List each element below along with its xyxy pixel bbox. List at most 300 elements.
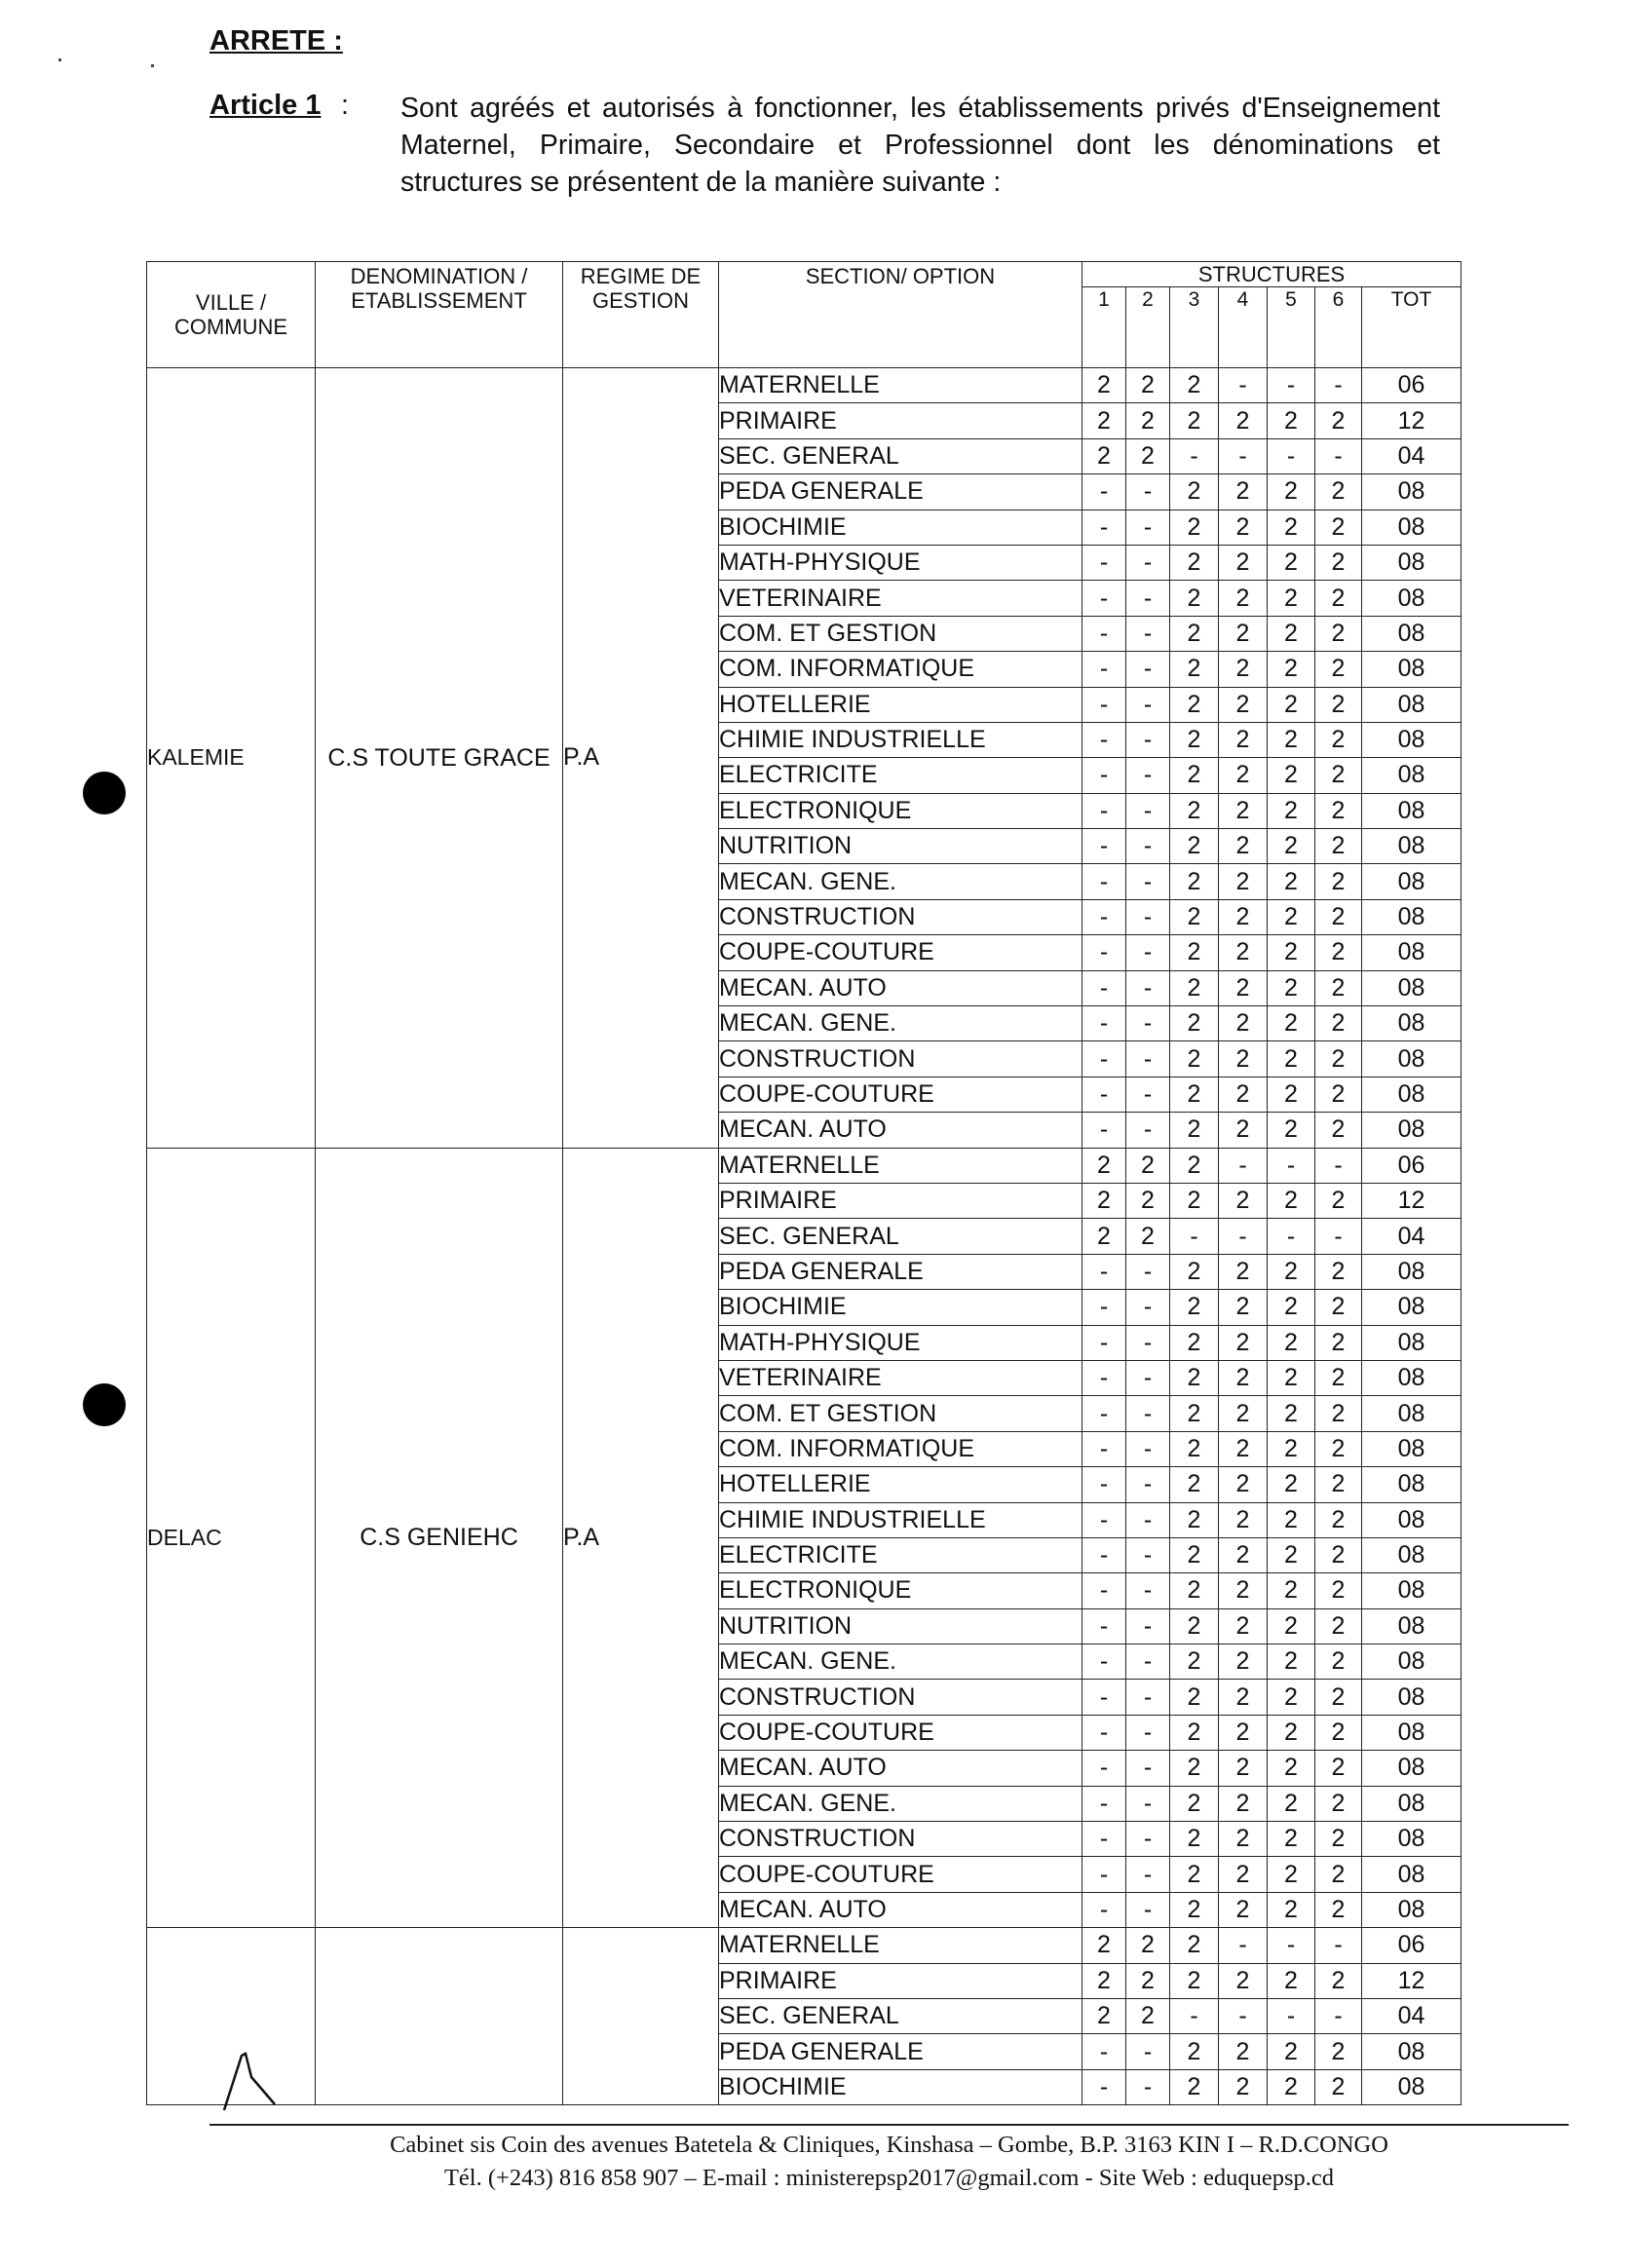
section-option-cell: PEDA GENERALE xyxy=(719,2034,1082,2069)
structure-value-cell: 2 xyxy=(1170,616,1219,651)
structure-value-cell: 2 xyxy=(1315,1290,1362,1325)
structure-value-cell: 2 xyxy=(1170,1254,1219,1289)
structure-value-cell: 2 xyxy=(1315,1715,1362,1750)
total-cell: 08 xyxy=(1362,2034,1461,2069)
arrete-heading: ARRETE : xyxy=(209,25,343,57)
structure-value-cell: 2 xyxy=(1126,368,1170,403)
structure-value-cell: 2 xyxy=(1219,1680,1268,1715)
structure-value-cell: 2 xyxy=(1268,829,1315,864)
total-cell: 08 xyxy=(1362,758,1461,793)
section-option-cell: HOTELLERIE xyxy=(719,687,1082,722)
section-option-cell: MATERNELLE xyxy=(719,1148,1082,1183)
article-label: Article 1 xyxy=(209,90,322,121)
structure-value-cell: 2 xyxy=(1315,1360,1362,1395)
section-option-cell: CONSTRUCTION xyxy=(719,899,1082,934)
total-cell: 08 xyxy=(1362,545,1461,580)
structure-value-cell: - xyxy=(1219,1148,1268,1183)
structure-value-cell: 2 xyxy=(1315,864,1362,899)
structure-value-cell: 2 xyxy=(1170,1786,1219,1821)
structure-value-cell: 2 xyxy=(1219,1537,1268,1572)
structure-value-cell: 2 xyxy=(1315,1183,1362,1218)
structure-value-cell: - xyxy=(1082,1396,1126,1431)
total-cell: 08 xyxy=(1362,1751,1461,1786)
structure-value-cell: 2 xyxy=(1268,1502,1315,1537)
total-cell: 08 xyxy=(1362,1715,1461,1750)
structure-value-cell: - xyxy=(1126,545,1170,580)
total-cell: 08 xyxy=(1362,1822,1461,1857)
total-cell: 04 xyxy=(1362,1219,1461,1254)
structure-value-cell: - xyxy=(1126,758,1170,793)
structure-value-cell: 2 xyxy=(1082,1998,1126,2033)
structure-value-cell: - xyxy=(1126,1573,1170,1608)
section-option-cell: COUPE-COUTURE xyxy=(719,1715,1082,1750)
structure-value-cell: - xyxy=(1126,1608,1170,1644)
structure-value-cell: 2 xyxy=(1315,899,1362,934)
structure-value-cell: 2 xyxy=(1219,1077,1268,1112)
section-option-cell: COM. ET GESTION xyxy=(719,1396,1082,1431)
structure-value-cell: - xyxy=(1170,1998,1219,2033)
structure-value-cell: 2 xyxy=(1219,793,1268,828)
structure-value-cell: 2 xyxy=(1315,1786,1362,1821)
section-option-cell: COM. ET GESTION xyxy=(719,616,1082,651)
section-option-cell: BIOCHIMIE xyxy=(719,1290,1082,1325)
article-colon: : xyxy=(341,90,350,121)
structure-value-cell: - xyxy=(1082,1360,1126,1395)
structure-value-cell: 2 xyxy=(1170,722,1219,757)
structure-value-cell: 2 xyxy=(1315,935,1362,970)
structure-value-cell: - xyxy=(1082,722,1126,757)
struct-col-1: 1 xyxy=(1082,287,1126,368)
structure-value-cell: - xyxy=(1126,1751,1170,1786)
table-row xyxy=(147,1148,1461,1183)
section-option-cell: CONSTRUCTION xyxy=(719,1822,1082,1857)
structure-value-cell: 2 xyxy=(1170,1680,1219,1715)
structure-value-cell: 2 xyxy=(1268,2069,1315,2104)
structure-value-cell: 2 xyxy=(1268,2034,1315,2069)
section-option-cell: SEC. GENERAL xyxy=(719,1998,1082,2033)
structure-value-cell: 2 xyxy=(1268,970,1315,1005)
structure-value-cell: - xyxy=(1082,758,1126,793)
total-cell: 04 xyxy=(1362,438,1461,473)
structure-value-cell: 2 xyxy=(1315,1396,1362,1431)
structure-value-cell: - xyxy=(1268,1998,1315,2033)
structures-table xyxy=(146,261,1461,2105)
structure-value-cell: - xyxy=(1082,1006,1126,1041)
structure-value-cell: - xyxy=(1082,793,1126,828)
structure-value-cell: 2 xyxy=(1126,1998,1170,2033)
section-option-cell: ELECTRONIQUE xyxy=(719,793,1082,828)
structure-value-cell: - xyxy=(1126,1786,1170,1821)
structure-value-cell: 2 xyxy=(1170,1360,1219,1395)
structure-value-cell: - xyxy=(1219,438,1268,473)
section-option-cell: PRIMAIRE xyxy=(719,403,1082,438)
total-cell: 08 xyxy=(1362,1680,1461,1715)
structure-value-cell: 2 xyxy=(1219,510,1268,545)
structure-value-cell: 2 xyxy=(1219,1751,1268,1786)
section-option-cell: HOTELLERIE xyxy=(719,1467,1082,1502)
structure-value-cell: 2 xyxy=(1315,1467,1362,1502)
structure-value-cell: 2 xyxy=(1268,510,1315,545)
structure-value-cell: 2 xyxy=(1170,1715,1219,1750)
structure-value-cell: - xyxy=(1082,1644,1126,1680)
structure-value-cell: 2 xyxy=(1268,474,1315,510)
structure-value-cell: - xyxy=(1126,1644,1170,1680)
total-cell: 06 xyxy=(1362,368,1461,403)
structure-value-cell: - xyxy=(1126,1502,1170,1537)
structure-value-cell: 2 xyxy=(1268,1006,1315,1041)
structure-value-cell: - xyxy=(1082,1680,1126,1715)
structure-value-cell: - xyxy=(1082,1786,1126,1821)
section-option-cell: PEDA GENERALE xyxy=(719,1254,1082,1289)
structure-value-cell: 2 xyxy=(1268,864,1315,899)
structure-value-cell: 2 xyxy=(1219,970,1268,1005)
structure-value-cell: 2 xyxy=(1219,1644,1268,1680)
punch-hole-bottom xyxy=(83,1383,126,1426)
structure-value-cell: 2 xyxy=(1219,935,1268,970)
structure-value-cell: 2 xyxy=(1315,2034,1362,2069)
denomination-cell: C.S GENIEHC xyxy=(316,1148,563,1928)
structure-value-cell: - xyxy=(1315,438,1362,473)
section-option-cell: BIOCHIMIE xyxy=(719,2069,1082,2104)
structure-value-cell: 2 xyxy=(1219,1502,1268,1537)
structure-value-cell: 2 xyxy=(1126,403,1170,438)
structure-value-cell: 2 xyxy=(1170,864,1219,899)
structure-value-cell: 2 xyxy=(1219,829,1268,864)
structure-value-cell: 2 xyxy=(1219,722,1268,757)
structure-value-cell: 2 xyxy=(1170,652,1219,687)
total-cell: 12 xyxy=(1362,1183,1461,1218)
structure-value-cell: - xyxy=(1082,1822,1126,1857)
structure-value-cell: 2 xyxy=(1315,1644,1362,1680)
structure-value-cell: 2 xyxy=(1126,1963,1170,1998)
structure-value-cell: 2 xyxy=(1219,1360,1268,1395)
section-option-cell: PRIMAIRE xyxy=(719,1963,1082,1998)
section-option-cell: ELECTRONIQUE xyxy=(719,1573,1082,1608)
structure-value-cell: 2 xyxy=(1268,1715,1315,1750)
scan-speck xyxy=(151,64,154,67)
section-option-cell: MECAN. GENE. xyxy=(719,1644,1082,1680)
structure-value-cell: 2 xyxy=(1219,1431,1268,1466)
struct-col-5: 5 xyxy=(1268,287,1315,368)
structure-value-cell: 2 xyxy=(1268,1467,1315,1502)
structure-value-cell: 2 xyxy=(1170,1892,1219,1927)
section-option-cell: COUPE-COUTURE xyxy=(719,935,1082,970)
total-cell: 08 xyxy=(1362,864,1461,899)
total-cell: 08 xyxy=(1362,652,1461,687)
structure-value-cell: - xyxy=(1268,1219,1315,1254)
structure-value-cell: - xyxy=(1315,1219,1362,1254)
structure-value-cell: 2 xyxy=(1170,1573,1219,1608)
section-option-cell: COUPE-COUTURE xyxy=(719,1077,1082,1112)
structure-value-cell: 2 xyxy=(1268,1113,1315,1148)
structure-value-cell: - xyxy=(1126,581,1170,616)
ville-cell: DELAC xyxy=(147,1148,316,1928)
structure-value-cell: 2 xyxy=(1170,970,1219,1005)
structure-value-cell: 2 xyxy=(1219,1290,1268,1325)
footer-rule xyxy=(209,2124,1569,2126)
structure-value-cell: - xyxy=(1126,793,1170,828)
section-option-cell: CONSTRUCTION xyxy=(719,1680,1082,1715)
section-option-cell: MECAN. AUTO xyxy=(719,970,1082,1005)
structure-value-cell: 2 xyxy=(1170,403,1219,438)
structure-value-cell: - xyxy=(1082,1573,1126,1608)
section-option-cell: CHIMIE INDUSTRIELLE xyxy=(719,1502,1082,1537)
total-cell: 08 xyxy=(1362,510,1461,545)
structure-value-cell: 2 xyxy=(1170,793,1219,828)
header-section: SECTION/ OPTION xyxy=(719,262,1082,368)
structure-value-cell: 2 xyxy=(1170,1113,1219,1148)
structure-value-cell: 2 xyxy=(1170,581,1219,616)
section-option-cell: SEC. GENERAL xyxy=(719,438,1082,473)
structure-value-cell: 2 xyxy=(1170,510,1219,545)
structure-value-cell: 2 xyxy=(1315,616,1362,651)
structure-value-cell: 2 xyxy=(1315,1892,1362,1927)
total-cell: 08 xyxy=(1362,1254,1461,1289)
structure-value-cell: 2 xyxy=(1170,1431,1219,1466)
section-option-cell: SEC. GENERAL xyxy=(719,1219,1082,1254)
signature-mark xyxy=(216,2048,285,2116)
structure-value-cell: - xyxy=(1126,1822,1170,1857)
structure-value-cell: - xyxy=(1126,864,1170,899)
structure-value-cell: 2 xyxy=(1170,1608,1219,1644)
structure-value-cell: 2 xyxy=(1268,1290,1315,1325)
regime-cell: P.A xyxy=(563,368,719,1149)
structure-value-cell: 2 xyxy=(1268,722,1315,757)
structure-value-cell: 2 xyxy=(1268,1537,1315,1572)
header-regime: REGIME DE GESTION xyxy=(563,262,719,368)
section-option-cell: PEDA GENERALE xyxy=(719,474,1082,510)
structure-value-cell: - xyxy=(1315,1148,1362,1183)
structure-value-cell: 2 xyxy=(1268,1786,1315,1821)
structure-value-cell: - xyxy=(1126,1006,1170,1041)
footer-address: Cabinet sis Coin des avenues Batetela & Cliniques, Kinshasa – Gombe, B.P. 3163 KIN I – R.D.CONGO xyxy=(390,2132,1388,2158)
structure-value-cell: 2 xyxy=(1170,1857,1219,1892)
structure-value-cell: 2 xyxy=(1219,1822,1268,1857)
structure-value-cell: 2 xyxy=(1170,758,1219,793)
structure-value-cell: - xyxy=(1315,1998,1362,2033)
section-option-cell: PRIMAIRE xyxy=(719,1183,1082,1218)
structure-value-cell: - xyxy=(1170,1219,1219,1254)
structure-value-cell: 2 xyxy=(1219,1396,1268,1431)
struct-col-6: 6 xyxy=(1315,287,1362,368)
total-cell: 08 xyxy=(1362,1857,1461,1892)
structure-value-cell: 2 xyxy=(1170,687,1219,722)
structure-value-cell: 2 xyxy=(1315,1077,1362,1112)
structure-value-cell: 2 xyxy=(1315,1502,1362,1537)
structure-value-cell: - xyxy=(1082,1254,1126,1289)
structure-value-cell: - xyxy=(1082,1113,1126,1148)
structure-value-cell: 2 xyxy=(1082,438,1126,473)
structure-value-cell: 2 xyxy=(1268,687,1315,722)
structure-value-cell: 2 xyxy=(1219,2034,1268,2069)
structure-value-cell: 2 xyxy=(1219,581,1268,616)
structure-value-cell: 2 xyxy=(1170,2034,1219,2069)
total-cell: 08 xyxy=(1362,1608,1461,1644)
structure-value-cell: - xyxy=(1126,1857,1170,1892)
structure-value-cell: - xyxy=(1126,970,1170,1005)
structure-value-cell: 2 xyxy=(1170,829,1219,864)
structure-value-cell: 2 xyxy=(1268,1963,1315,1998)
structure-value-cell: - xyxy=(1082,2034,1126,2069)
structure-value-cell: 2 xyxy=(1315,1751,1362,1786)
structure-value-cell: 2 xyxy=(1268,1041,1315,1077)
structure-value-cell: 2 xyxy=(1315,581,1362,616)
total-cell: 08 xyxy=(1362,581,1461,616)
structure-value-cell: 2 xyxy=(1315,1822,1362,1857)
structure-value-cell: - xyxy=(1082,1290,1126,1325)
structure-value-cell: - xyxy=(1219,1928,1268,1963)
structure-value-cell: 2 xyxy=(1082,1928,1126,1963)
structure-value-cell: 2 xyxy=(1268,1608,1315,1644)
structure-value-cell: - xyxy=(1126,1077,1170,1112)
structure-value-cell: - xyxy=(1126,1467,1170,1502)
structure-value-cell: 2 xyxy=(1219,1325,1268,1360)
header-structures: STRUCTURES xyxy=(1082,262,1461,287)
structure-value-cell: 2 xyxy=(1315,474,1362,510)
structure-value-cell: 2 xyxy=(1219,1857,1268,1892)
structure-value-cell: 2 xyxy=(1126,1148,1170,1183)
structure-value-cell: - xyxy=(1126,652,1170,687)
section-option-cell: MECAN. GENE. xyxy=(719,1006,1082,1041)
total-cell: 08 xyxy=(1362,1360,1461,1395)
structure-value-cell: 2 xyxy=(1170,1644,1219,1680)
table-row xyxy=(147,1928,1461,1963)
structure-value-cell: 2 xyxy=(1268,403,1315,438)
section-option-cell: CONSTRUCTION xyxy=(719,1041,1082,1077)
structure-value-cell: 2 xyxy=(1170,1290,1219,1325)
structure-value-cell: 2 xyxy=(1268,1644,1315,1680)
structure-value-cell: - xyxy=(1082,474,1126,510)
structure-value-cell: - xyxy=(1082,687,1126,722)
structure-value-cell: 2 xyxy=(1315,510,1362,545)
structure-value-cell: - xyxy=(1126,1360,1170,1395)
structure-value-cell: 2 xyxy=(1315,545,1362,580)
structure-value-cell: 2 xyxy=(1315,1254,1362,1289)
structure-value-cell: 2 xyxy=(1315,722,1362,757)
structure-value-cell: 2 xyxy=(1170,1148,1219,1183)
structure-value-cell: - xyxy=(1126,1254,1170,1289)
structure-value-cell: - xyxy=(1082,1041,1126,1077)
structure-value-cell: 2 xyxy=(1315,829,1362,864)
structure-value-cell: - xyxy=(1126,829,1170,864)
structure-value-cell: - xyxy=(1126,899,1170,934)
structure-value-cell: - xyxy=(1126,1396,1170,1431)
structure-value-cell: - xyxy=(1082,545,1126,580)
structure-value-cell: - xyxy=(1126,616,1170,651)
structure-value-cell: 2 xyxy=(1170,474,1219,510)
scan-speck xyxy=(58,58,61,61)
structure-value-cell: - xyxy=(1126,722,1170,757)
structure-value-cell: 2 xyxy=(1219,616,1268,651)
structure-value-cell: 2 xyxy=(1315,1325,1362,1360)
structure-value-cell: 2 xyxy=(1268,1857,1315,1892)
structure-value-cell: 2 xyxy=(1268,1254,1315,1289)
ville-cell: KALEMIE xyxy=(147,368,316,1149)
structure-value-cell: - xyxy=(1126,474,1170,510)
structure-value-cell: 2 xyxy=(1219,1573,1268,1608)
structure-value-cell: 2 xyxy=(1315,1006,1362,1041)
structure-value-cell: 2 xyxy=(1126,1928,1170,1963)
structure-value-cell: - xyxy=(1082,1325,1126,1360)
structure-value-cell: 2 xyxy=(1082,1183,1126,1218)
section-option-cell: COM. INFORMATIQUE xyxy=(719,1431,1082,1466)
structure-value-cell: - xyxy=(1126,1431,1170,1466)
structure-value-cell: 2 xyxy=(1082,1963,1126,1998)
structure-value-cell: 2 xyxy=(1170,545,1219,580)
total-cell: 08 xyxy=(1362,829,1461,864)
structure-value-cell: 2 xyxy=(1268,1360,1315,1395)
total-cell: 12 xyxy=(1362,1963,1461,1998)
structure-value-cell: 2 xyxy=(1219,2069,1268,2104)
total-cell: 08 xyxy=(1362,616,1461,651)
structure-value-cell: 2 xyxy=(1219,652,1268,687)
section-option-cell: MECAN. AUTO xyxy=(719,1113,1082,1148)
structure-value-cell: 2 xyxy=(1082,1148,1126,1183)
structure-value-cell: - xyxy=(1126,1290,1170,1325)
structure-value-cell: 2 xyxy=(1268,1325,1315,1360)
structure-value-cell: - xyxy=(1082,1537,1126,1572)
total-cell: 08 xyxy=(1362,1006,1461,1041)
structure-value-cell: 2 xyxy=(1219,1183,1268,1218)
structure-value-cell: - xyxy=(1082,899,1126,934)
structure-value-cell: 2 xyxy=(1170,1396,1219,1431)
structure-value-cell: 2 xyxy=(1170,1325,1219,1360)
structure-value-cell: 2 xyxy=(1219,403,1268,438)
structure-value-cell: 2 xyxy=(1315,652,1362,687)
header-denomination: DENOMINATION / ETABLISSEMENT xyxy=(316,262,563,368)
denomination-cell: C.S TOUTE GRACE xyxy=(316,368,563,1149)
structure-value-cell: 2 xyxy=(1170,1183,1219,1218)
structure-value-cell: 2 xyxy=(1170,1928,1219,1963)
total-cell: 08 xyxy=(1362,722,1461,757)
structure-value-cell: 2 xyxy=(1170,368,1219,403)
structure-value-cell: - xyxy=(1126,1325,1170,1360)
structure-value-cell: - xyxy=(1268,438,1315,473)
structure-value-cell: 2 xyxy=(1082,1219,1126,1254)
structure-value-cell: 2 xyxy=(1315,1608,1362,1644)
structure-value-cell: - xyxy=(1126,2069,1170,2104)
structure-value-cell: 2 xyxy=(1268,1431,1315,1466)
section-option-cell: VETERINAIRE xyxy=(719,1360,1082,1395)
total-cell: 08 xyxy=(1362,2069,1461,2104)
structure-value-cell: 2 xyxy=(1315,1113,1362,1148)
denomination-cell xyxy=(316,1928,563,2105)
structure-value-cell: - xyxy=(1082,864,1126,899)
structure-value-cell: - xyxy=(1268,368,1315,403)
total-cell: 08 xyxy=(1362,1502,1461,1537)
structure-value-cell: 2 xyxy=(1126,438,1170,473)
structure-value-cell: 2 xyxy=(1126,1219,1170,1254)
structure-value-cell: 2 xyxy=(1219,1006,1268,1041)
section-option-cell: MATH-PHYSIQUE xyxy=(719,1325,1082,1360)
structure-value-cell: - xyxy=(1082,616,1126,651)
structure-value-cell: 2 xyxy=(1170,1537,1219,1572)
total-cell: 08 xyxy=(1362,1325,1461,1360)
structure-value-cell: 2 xyxy=(1170,1502,1219,1537)
structure-value-cell: 2 xyxy=(1170,1822,1219,1857)
header-ville: VILLE / COMMUNE xyxy=(147,262,316,368)
structure-value-cell: 2 xyxy=(1268,1077,1315,1112)
structure-value-cell: 2 xyxy=(1268,899,1315,934)
structure-value-cell: - xyxy=(1082,510,1126,545)
article-text: Sont agréés et autorisés à fonctionner, les établissements privés d'Enseignement Maternel, Primaire, Secondaire et Professionnel dont les dénominations et structures se présentent de la manière suivante : xyxy=(400,93,1440,198)
structure-value-cell: 2 xyxy=(1268,545,1315,580)
structure-value-cell: - xyxy=(1126,1892,1170,1927)
structure-value-cell: 2 xyxy=(1219,1608,1268,1644)
structure-value-cell: - xyxy=(1082,1892,1126,1927)
structure-value-cell: - xyxy=(1082,1857,1126,1892)
structure-value-cell: 2 xyxy=(1315,1537,1362,1572)
